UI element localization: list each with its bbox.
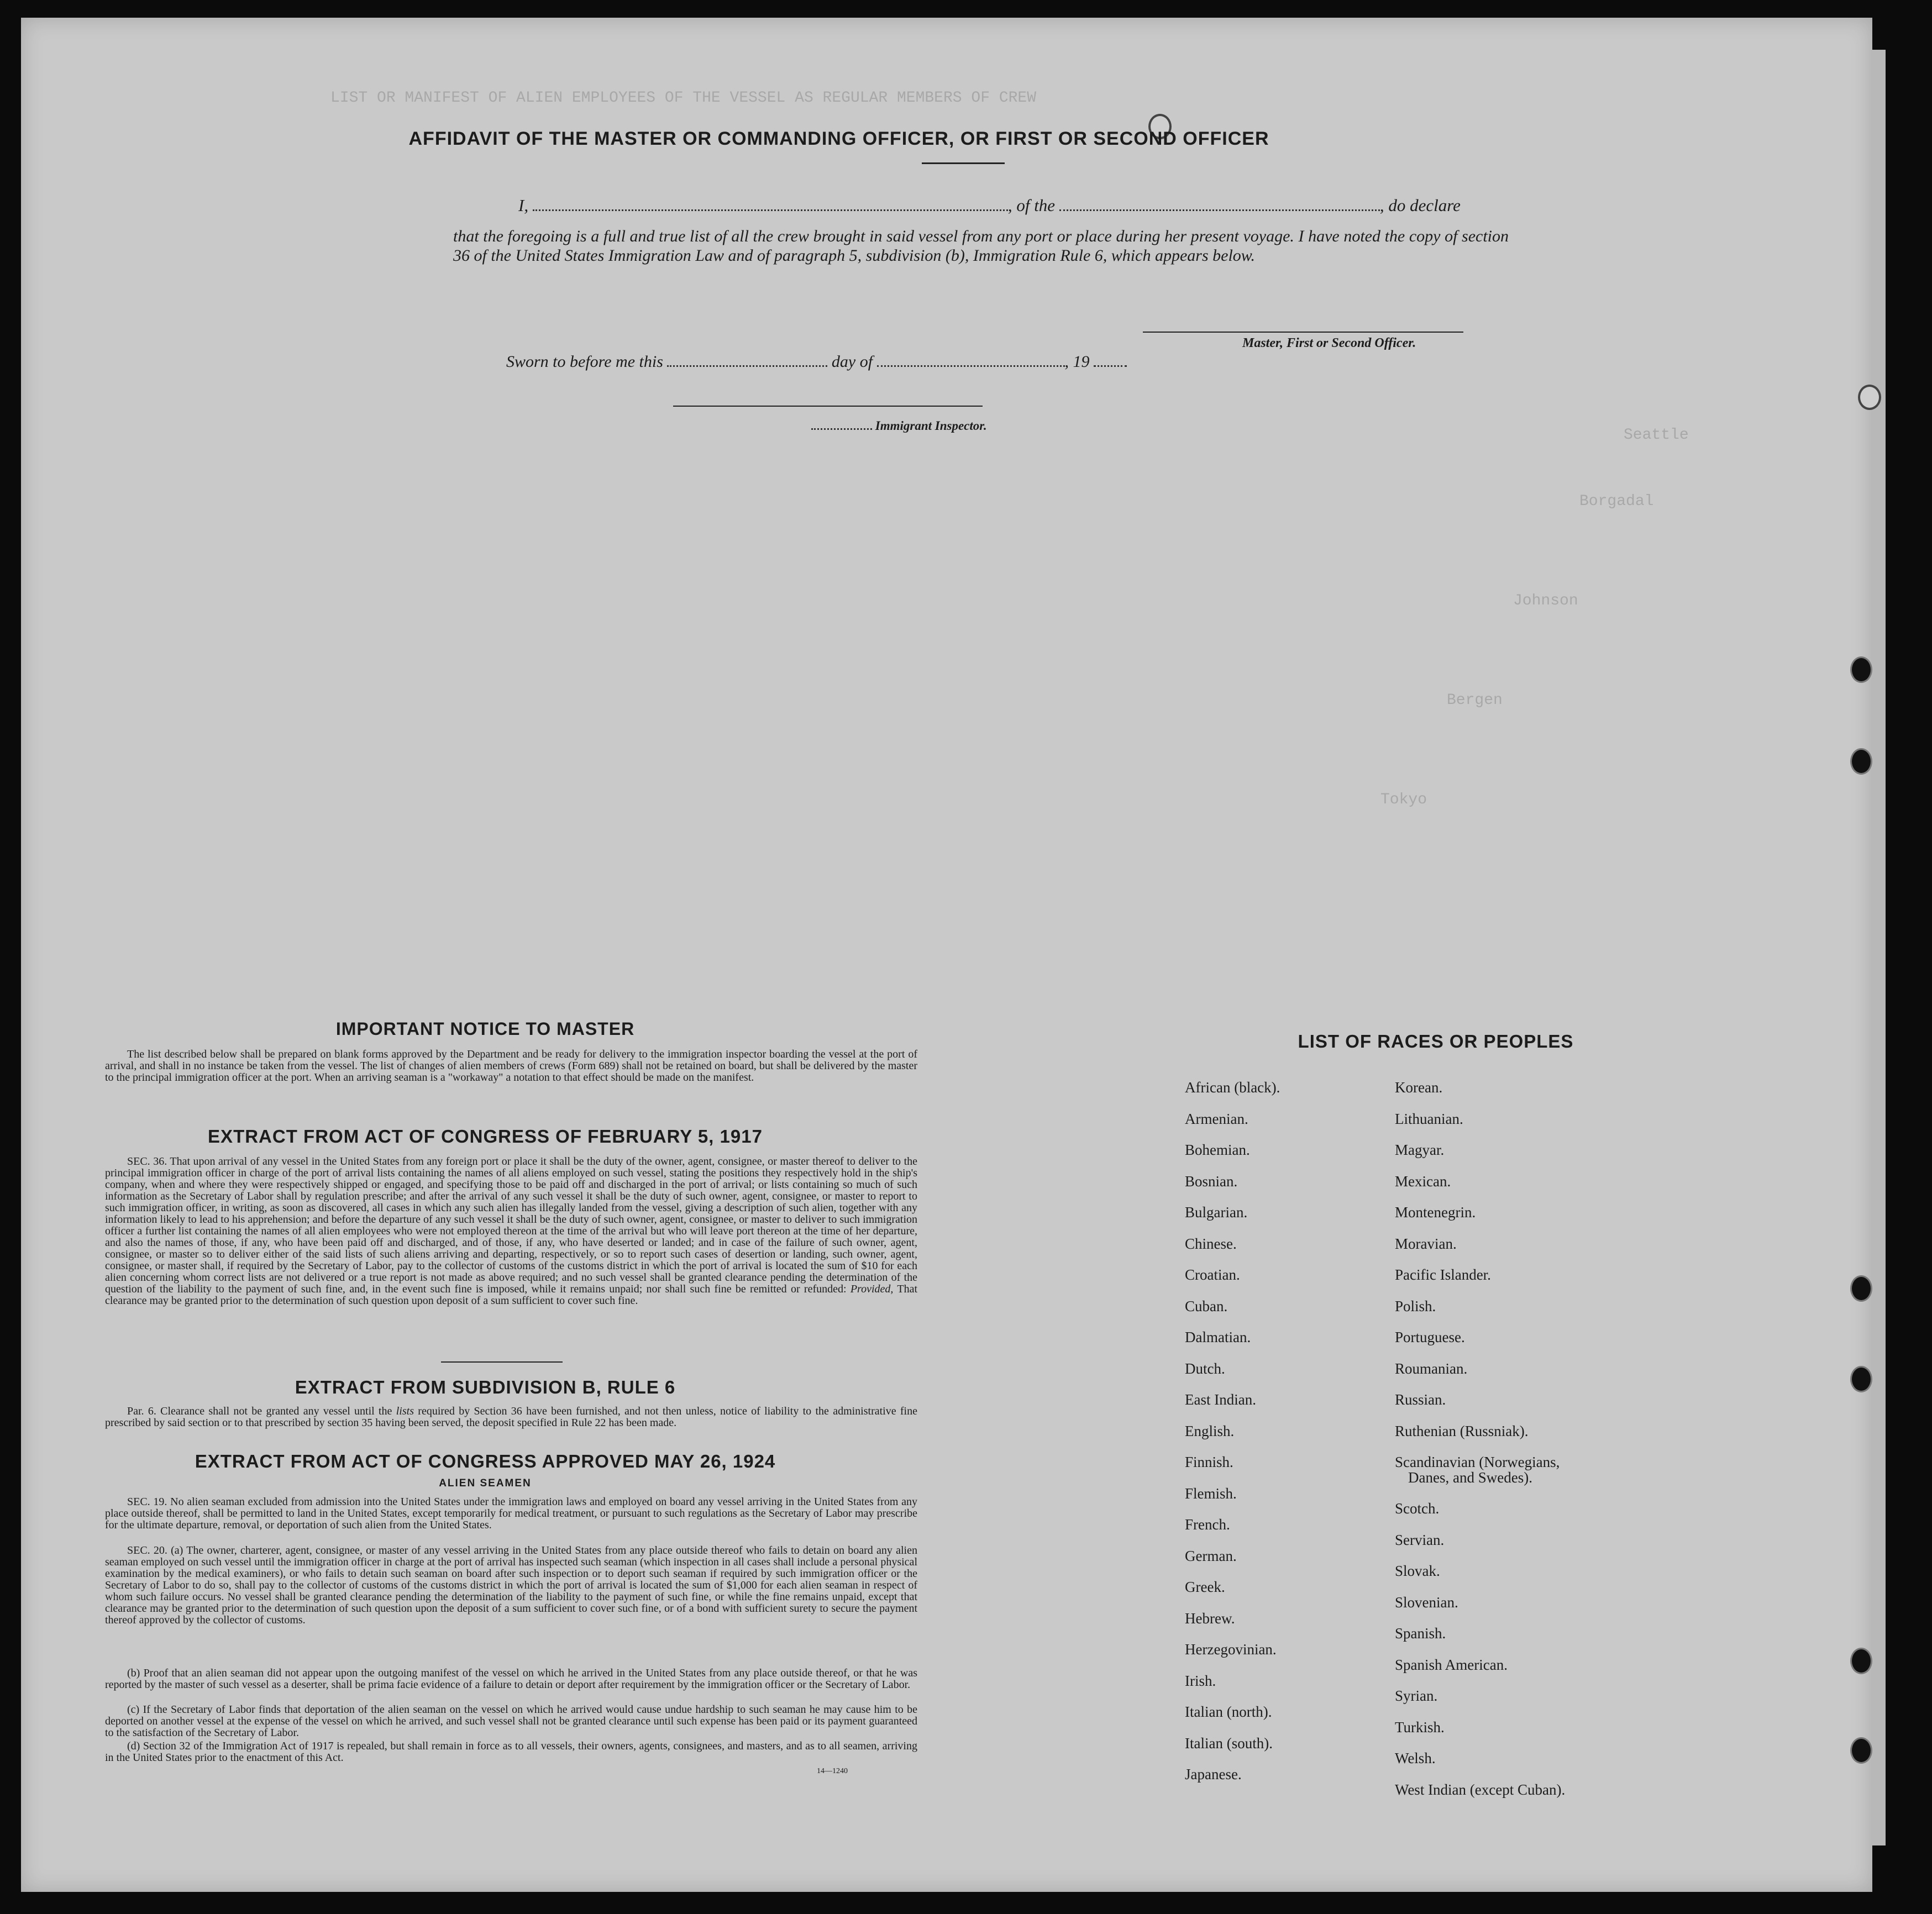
race-item: Dutch.	[1185, 1360, 1225, 1377]
race-item: Korean.	[1395, 1079, 1443, 1096]
race-item: Italian (south).	[1185, 1734, 1273, 1752]
inspector-blank	[811, 428, 872, 430]
race-item: Servian.	[1395, 1531, 1445, 1548]
race-item: Welsh.	[1395, 1750, 1436, 1766]
race-item: East Indian.	[1185, 1391, 1256, 1408]
affidavit-body: that the foregoing is a full and true list of all the crew brought in said vessel from any port or place during her present voyage. I have noted the copy of section 36 of the United States Immigration Law and of paragraph 5, subdivision (b), Immigration Rule 6, which appears below.	[453, 227, 1509, 265]
race-item: Syrian.	[1395, 1687, 1438, 1704]
sworn-line	[506, 353, 1127, 371]
race-item: Herzegovinian.	[1185, 1641, 1277, 1658]
document-page: LIST OR MANIFEST OF ALIEN EMPLOYEES OF THE VESSEL AS REGULAR MEMBERS OF CREW Seattle Borgadal Johnson Bergen Tokyo AFFIDAVIT OF THE MASTER OR COMMANDING OFFICER, OR FIRST OR SECOND OFFICER I, , of the , do declare that the foregoing is a full and true list of all the crew brought in said vessel from any port or place during her present voyage. I have noted the copy of section 36 of the United States Immigration Law and of paragraph 5, subdivision (b), Immigration Rule 6, which appears below. Master, First or Second Officer. Sworn to before me this day of , 19 Immigrant Inspector. IMPORTANT NOTICE TO MASTER The list described below shall be prepared on blank forms approved by the Department and be ready for delivery to the immigration inspector boarding the vessel at the port of arrival, and shall in no instance be taken from the vessel. The list of changes of alien members of crews (Form 689) shall not be retained on board, but shall be delivered by the master to the principal immigration officer at the port. When an arriving seaman is a "workaway" a notation to that effect should be made on the manifest. EXTRACT FROM ACT OF CONGRESS OF FEBRUARY 5, 1917 SEC. 36. That upon arrival of any vessel in the United States from any foreign port or place it shall be the duty of the owner, agent, consignee, or master thereof to deliver to the principal immigration officer in charge of the port of arrival lists containing the names of all aliens employed on such vessel, stating the positions they respectively hold in the ship's company, when and where they were respectively shipped or engaged, and specifying those to be paid off and discharged in the port of arrival; or lists containing so much of such information as the Secretary of Labor shall by regulation prescribe; and after the arrival of any such vessel it shall be the duty of such owner, agent, consignee, or master to report to such immigration officer, in writing, as soon as discovered, all cases in which any such alien has illegally landed from the vessel, giving a description of such alien, together with any information likely to lead to his apprehension; and before the departure of any such vessel it shall be the duty of such owner, agent, consignee, or master to deliver to such immigration officer a further list containing the names of all alien employees who were not employed thereon at the time of the arrival but who will leave port thereon at the time of her departure, and also the names of those, if any, who have been paid off and discharged, and of those, if any, who have deserted or landed; and in case of the failure of such owner, agent, consignee, or master so to deliver either of the said lists of such aliens arriving and departing, respectively, or so to report such cases of desertion or landing, such owner, agent, consignee, or master shall, if required by the Secretary of Labor, pay to the collector of customs of the customs district in which the port of arrival is located the sum of $10 for each alien concerning whom correct lists are not delivered or a true report is not made as above required; and no such vessel shall be granted clearance pending the determination of the question of the liability to the payment of such fine, and, in the event such fine is imposed, while it remains unpaid; nor shall such fine be remitted or refunded: Provided, That clearance may be granted prior to the determination of such question upon deposit of a sum sufficient to cover such fine. EXTRACT FROM SUBDIVISION B, RULE 6 Par. 6. Clearance shall not be granted any vessel until the lists required by Section 36 have been furnished, and not then unless, notice of liability to the administrative fine prescribed by said section or to that prescribed by section 35 having been served, the deposit specified in Rule 22 has been made. EXTRACT FROM ACT OF CONGRESS APPROVED MAY 26, 1924 ALIEN SEAMEN SEC. 19. No alien seaman excluded from admission into the United States under the immigration laws and employed on board any vessel arriving in the United States from any place outside thereof, shall be permitted to land in the United States, except temporarily for medical treatment, or pursuant to such regulations as the Secretary of Labor may prescribe for the ultimate departure, removal, or deportation of such alien from the United States. SEC. 20. (a) The owner, charterer, agent, consignee, or master of any vessel arriving in the United States from any place outside thereof who fails to detain on board any alien seaman employed on such vessel until the immigration officer in charge at the port of arrival has inspected such seaman (which inspection in all cases shall include a personal physical examination by the medical examiners), or who fails to detain such seaman on board after such inspection or to deport such seaman if required by such immigration officer or the Secretary of Labor to do so, shall pay to the collector of customs of the customs district in which the port of arrival is located the sum of $1,000 for each alien seaman in respect of whom such failure occurs. No vessel shall be granted clearance pending the determination of the liability to the payment of such fine, or while the fine remains unpaid, except that clearance may be granted prior to the determination of such question upon the deposit of a sum sufficient to cover such fine, or of a bond with sufficient surety to secure the payment thereof approved by the collector of customs. (b) Proof that an alien seaman did not appear upon the outgoing manifest of the vessel on which he arrived in the United States from any place outside thereof, or that he was reported by the master of such vessel as a deserter, shall be prima facie evidence of a failure to detain or deport after requirement by the immigration officer or the Secretary of Labor. (c) If the Secretary of Labor finds that deportation of the alien seaman on the vessel on which he arrived would cause undue hardship to such seaman he may cause him to be deported on another vessel at the expense of the vessel on which he arrived, and such vessel shall not be granted clearance until such expense has been paid or its payment guaranteed to the satisfaction of the Secretary of Labor. (d) Section 32 of the Immigration Act of 1917 is repealed, but shall remain in force as to all vessels, their owners, agents, consignees, and masters, and as to all seamen, arriving in the United States prior to the enactment of this Act. 14—1240 LIST OF RACES OR PEOPLES African (black). Armenian. Bohemian. Bosnian. Bulgarian. Chinese. Croatian. Cuban. Dalmatian. Dutch. East Indian. English. Finnish. Flemish. French. German. Greek. Hebrew. Herzegovinian. Irish. Italian (north). Italian (south). Japanese. Korean. Lithuanian. Magyar. Mexican. Montenegrin. Moravian. Pacific Islander. Polish. Portuguese. Roumanian. Russian. Ruthenian (Russniak). Scandinavian (Norwegians, Danes, and Swedes). Scotch. Servian. Slovak. Slovenian. Spanish. Spanish American. Syrian. Turkish. Welsh. West Indian (except Cuban).	[21, 18, 1872, 1892]
race-item: Mexican.	[1395, 1172, 1451, 1190]
race-item: Cuban.	[1185, 1297, 1228, 1314]
sworn-month-blank	[877, 365, 1065, 367]
race-item: Bosnian.	[1185, 1172, 1238, 1190]
extract-1917-proviso: That clearance may be granted prior to the determination of such question upon deposit of a sum sufficient to cover such fine.	[105, 1283, 918, 1307]
extract-1917-body	[105, 1156, 917, 1307]
race-item: Armenian.	[1185, 1110, 1248, 1127]
extract-1924-sec19: SEC. 19. No alien seaman excluded from admission into the United States under the immigration laws and employed on board any vessel arriving in the United States from any place outside thereof, shall be permitted to land in the United States, except temporarily for medical treatment, or pursuant to such regulations as the Secretary of Labor may prescribe for the ultimate departure, removal, or deportation of such alien from the United States.	[105, 1496, 917, 1531]
punch-hole-right-3	[1850, 748, 1872, 775]
form-number: 14—1240	[817, 1767, 848, 1775]
race-item: African (black).	[1185, 1079, 1280, 1096]
race-item: Scotch.	[1395, 1500, 1440, 1517]
race-item: Ruthenian (Russniak).	[1395, 1422, 1529, 1439]
race-item: Flemish.	[1185, 1485, 1237, 1502]
race-item: Danes, and Swedes).	[1408, 1469, 1532, 1486]
race-item: Polish.	[1395, 1297, 1436, 1314]
sworn-year: , 19	[1064, 353, 1090, 371]
race-item: Chinese.	[1185, 1235, 1237, 1252]
race-item: Spanish American.	[1395, 1656, 1508, 1673]
race-item: Magyar.	[1395, 1142, 1445, 1158]
affidavit-title: AFFIDAVIT OF THE MASTER OR COMMANDING OFFICER, OR FIRST OR SECOND OFFICER	[408, 128, 1269, 149]
extract-1924-sec20a: SEC. 20. (a) The owner, charterer, agent, consignee, or master of any vessel arriving in the United States from any place outside thereof who fails to detain on board any alien seaman employed on such vessel until the immigration officer in charge at the port of arrival has inspected such seaman (which inspection in all cases shall include a personal physical examination by the medical examiners), or who fails to detain such seaman on board after such inspection or to deport such seaman if required by such immigration officer or the Secretary of Labor to do so, shall pay to the collector of customs of the customs district in which the port of arrival is located the sum of $1,000 for each alien seaman in respect of whom such failure occurs. No vessel shall be granted clearance pending the determination of the liability to the payment of such fine, or while the fine remains unpaid, except that clearance may be granted prior to the determination of such question upon the deposit of a sum sufficient to cover such fine, or of a bond with sufficient surety to secure the payment thereof approved by the collector of customs.	[105, 1544, 917, 1626]
affidavit-declaration-line	[452, 196, 1513, 215]
extract-1924-sec20c: (c) If the Secretary of Labor finds that deportation of the alien seaman on the vessel on which he arrived would cause undue hardship to such seaman he may cause him to be deported on another vessel at the expense of the vessel on which he arrived, and such vessel shall not be granted clearance until such expense has been paid or its payment guaranteed to the satisfaction of the Secretary of Labor.	[105, 1703, 917, 1739]
race-item: Russian.	[1395, 1391, 1446, 1408]
race-item: Montenegrin.	[1395, 1204, 1476, 1221]
race-item: Dalmatian.	[1185, 1329, 1251, 1345]
race-item: Pacific Islander.	[1395, 1266, 1491, 1283]
subdivision-b-text-start: Par. 6. Clearance shall not be granted any vessel until the	[127, 1405, 392, 1417]
subdivision-b-body	[105, 1406, 917, 1429]
races-right-column	[1395, 1072, 1565, 1805]
race-item: Greek.	[1185, 1579, 1225, 1595]
punch-hole-right-6	[1850, 1648, 1872, 1674]
race-item: English.	[1185, 1422, 1235, 1439]
subdivision-b-title: EXTRACT FROM SUBDIVISION B, RULE 6	[295, 1377, 676, 1397]
race-item: Croatian.	[1185, 1266, 1240, 1283]
extract-1924-title: EXTRACT FROM ACT OF CONGRESS APPROVED MAY 26, 1924	[195, 1451, 776, 1471]
affidavit-i: I,	[518, 196, 529, 215]
race-item: Roumanian.	[1395, 1360, 1468, 1377]
subdivision-b-text-rest: required by Section 36 have been furnished, and not then unless, notice of liability to the administrative fine prescribed by said section or to that prescribed by section 35 having been served, the deposit specified in Rule 22 has been made.	[105, 1405, 917, 1429]
sworn-day-blank	[667, 365, 827, 367]
race-item: West Indian (except Cuban).	[1395, 1781, 1566, 1798]
inspector-label: Immigrant Inspector.	[875, 419, 987, 433]
punch-hole-right-2	[1850, 656, 1872, 683]
race-item: Irish.	[1185, 1672, 1216, 1689]
inspector-signature-line	[673, 406, 983, 407]
signature-label: Master, First or Second Officer.	[1242, 336, 1416, 350]
race-item: Scandinavian (Norwegians,	[1395, 1454, 1560, 1470]
race-item: Bohemian.	[1185, 1142, 1250, 1158]
race-item: French.	[1185, 1516, 1230, 1533]
extract-1924-sec20b: (b) Proof that an alien seaman did not appear upon the outgoing manifest of the vessel on which he arrived in the United States from any place outside thereof, or that he was reported by the master of such vessel as a deserter, shall be prima facie evidence of a failure to detain or deport after requirement by the immigration officer or the Secretary of Labor.	[105, 1667, 917, 1691]
extract-1917-title: EXTRACT FROM ACT OF CONGRESS OF FEBRUARY 5, 1917	[208, 1126, 763, 1147]
race-item: Portuguese.	[1395, 1329, 1465, 1345]
affidavit-do-declare: , do declare	[1379, 196, 1461, 215]
race-item: Japanese.	[1185, 1766, 1242, 1782]
master-name-blank	[533, 209, 1008, 211]
sworn-start: Sworn to before me this	[506, 353, 663, 371]
race-item: Hebrew.	[1185, 1610, 1235, 1627]
race-item: Slovak.	[1395, 1563, 1440, 1579]
extract-1924-sec20d: (d) Section 32 of the Immigration Act of 1917 is repealed, but shall remain in force as to all vessels, their owners, agents, consignees, and masters, and as to all seamen, arriving in the United States prior to the enactment of this Act.	[105, 1740, 917, 1764]
races-left-column	[1185, 1072, 1280, 1790]
race-item: Moravian.	[1395, 1235, 1457, 1252]
affidavit-title-rule	[922, 162, 1005, 164]
races-title: LIST OF RACES OR PEOPLES	[1298, 1031, 1574, 1051]
subdivision-b-lists: lists	[396, 1405, 414, 1417]
race-item: Finnish.	[1185, 1454, 1233, 1470]
extract-1917-proviso-label: Provided,	[850, 1283, 894, 1295]
race-item: Spanish.	[1395, 1625, 1446, 1642]
race-item: Slovenian.	[1395, 1594, 1458, 1611]
extract-1917-rule	[441, 1361, 563, 1363]
race-item: Turkish.	[1395, 1718, 1445, 1736]
punch-hole-right-7	[1850, 1737, 1872, 1764]
affidavit-of-the: , of the	[1007, 196, 1056, 215]
sworn-day-of: day of	[831, 353, 873, 371]
race-item: German.	[1185, 1547, 1237, 1564]
race-item: Lithuanian.	[1395, 1110, 1463, 1127]
race-item: Bulgarian.	[1185, 1204, 1248, 1221]
inspector-label-wrap	[811, 419, 987, 433]
sworn-year-blank	[1094, 365, 1127, 367]
extract-1917-text: SEC. 36. That upon arrival of any vessel in the United States from any foreign port or place it shall be the duty of the owner, agent, consignee, or master thereof to deliver to the principal immigration officer in charge of the port of arrival lists containing the names of all aliens employed on such vessel, stating the positions they respectively hold in the ship's company, when and where they were respectively shipped or engaged, and specifying those to be paid off and discharged in the port of arrival; or lists containing so much of such information as the Secretary of Labor shall by regulation prescribe; and after the arrival of any such vessel it shall be the duty of such owner, agent, consignee, or master to report to such immigration officer, in writing, as soon as discovered, all cases in which any such alien has illegally landed from the vessel, giving a description of such alien, together with any information likely to lead to his apprehension; and before the departure of any such vessel it shall be the duty of such owner, agent, consignee, or master to deliver to such immigration officer a further list containing the names of all alien employees who were not employed thereon at the time of the arrival but who will leave port thereon at the time of her departure, and also the names of those, if any, who have been paid off and discharged, and of those, if any, who have deserted or landed; and in case of the failure of such owner, agent, consignee, or master so to deliver either of the said lists of such aliens arriving and departing, respectively, or so to report such cases of desertion or landing, such owner, agent, consignee, or master shall, if required by the Secretary of Labor, pay to the collector of customs of the customs district in which the port of arrival is located the sum of $10 for each alien concerning whom correct lists are not delivered or a true report is not made as above required; and no such vessel shall be granted clearance pending the determination of the question of the liability to the payment of such fine, and, in the event such fine is imposed, while it remains unpaid; nor shall such fine be remitted or refunded:	[105, 1155, 917, 1295]
punch-hole-right-5	[1850, 1366, 1872, 1392]
punch-hole-right-1	[1858, 385, 1881, 410]
signature-line	[1143, 332, 1463, 333]
vessel-name-blank	[1059, 209, 1380, 211]
extract-1924-subtitle: ALIEN SEAMEN	[439, 1477, 532, 1489]
notice-body: The list described below shall be prepared on blank forms approved by the Department and be ready for delivery to the immigration inspector boarding the vessel at the port of arrival, and shall in no instance be taken from the vessel. The list of changes of alien members of crews (Form 689) shall not be retained on board, but shall be delivered by the master to the principal immigration officer at the port. When an arriving seaman is a "workaway" a notation to that effect should be made on the manifest.	[105, 1048, 917, 1084]
race-item: Italian (north).	[1185, 1703, 1272, 1720]
punch-hole-right-4	[1850, 1275, 1872, 1302]
notice-title: IMPORTANT NOTICE TO MASTER	[335, 1019, 635, 1039]
